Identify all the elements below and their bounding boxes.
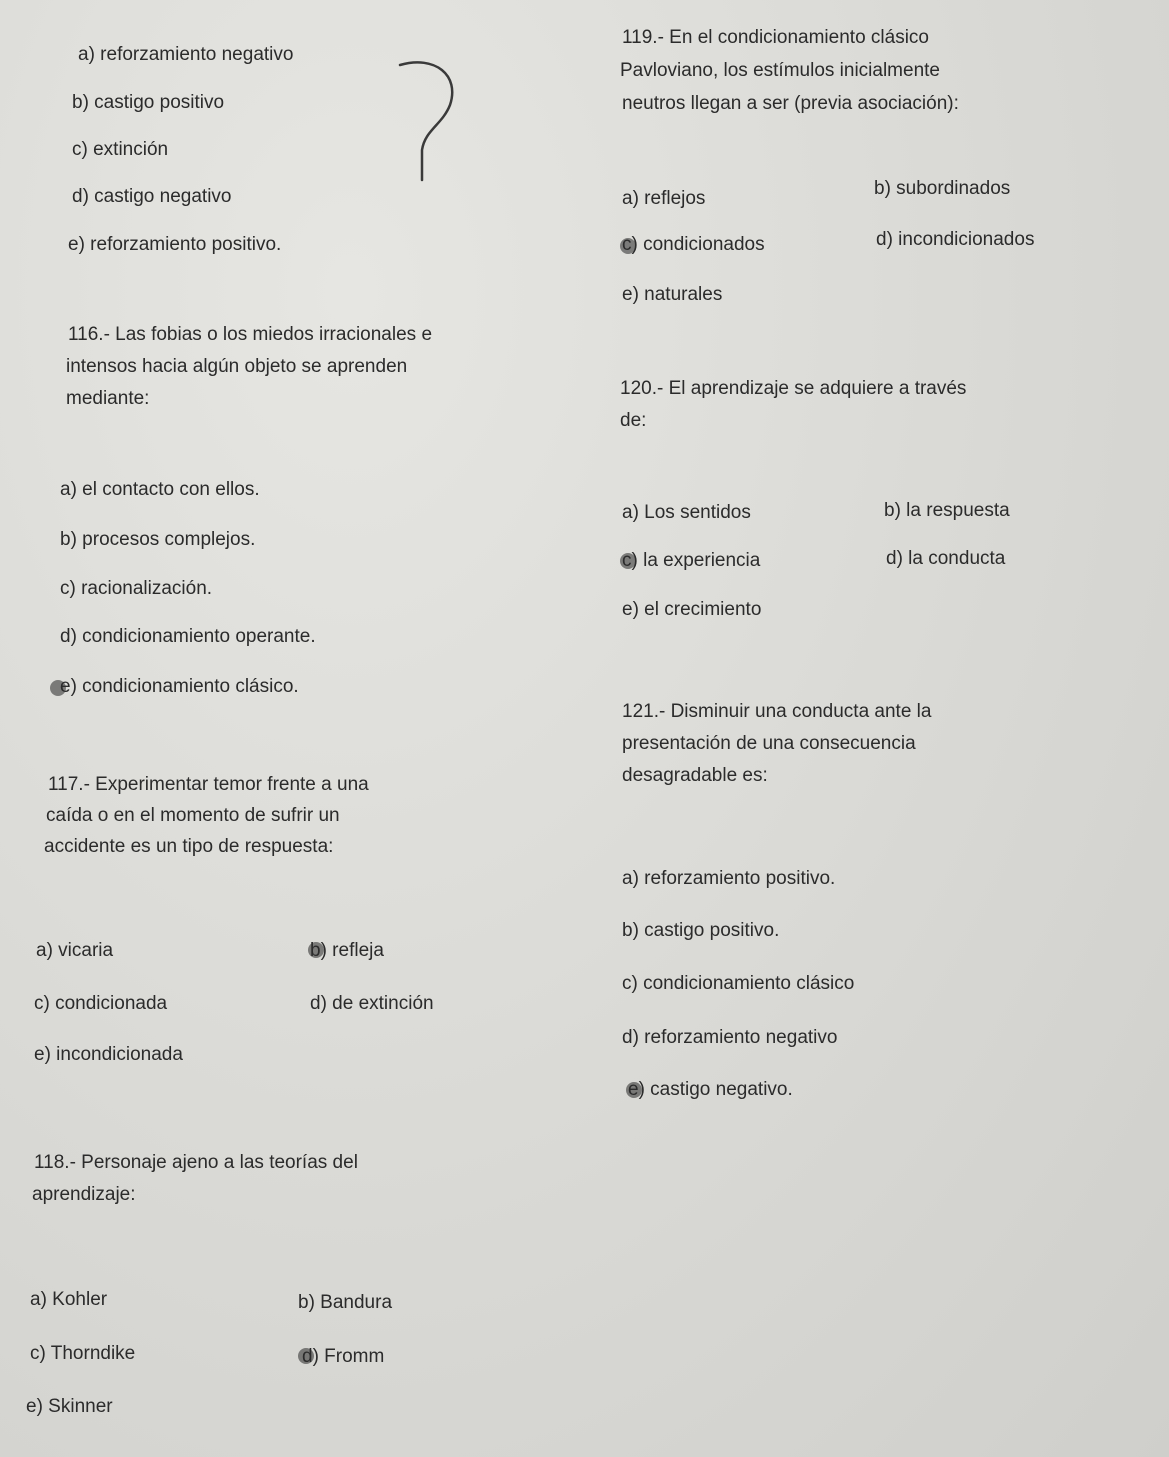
q118-option-c[interactable]: c) Thorndike: [30, 1343, 136, 1364]
q120-text-line2: de:: [620, 410, 647, 431]
q118-option-b[interactable]: b) Bandura: [298, 1292, 393, 1313]
q116-text-line3: mediante:: [66, 388, 150, 409]
q120-option-e[interactable]: e) el crecimiento: [622, 599, 762, 620]
q119-text-line1: 119.- En el condicionamiento clásico: [622, 27, 929, 48]
q115-option-d[interactable]: d) castigo negativo: [72, 186, 232, 207]
q116-text-line1: 116.- Las fobias o los miedos irracionales e: [68, 324, 433, 345]
q118-option-e[interactable]: e) Skinner: [26, 1396, 113, 1417]
q120-text-line1: 120.- El aprendizaje se adquiere a través: [620, 378, 967, 399]
q117-text-line1: 117.- Experimentar temor frente a una: [48, 774, 369, 795]
q115-option-e[interactable]: e) reforzamiento positivo.: [68, 234, 282, 255]
q121-option-c[interactable]: c) condicionamiento clásico: [622, 973, 855, 994]
q117-option-b[interactable]: b) refleja: [310, 940, 384, 961]
q115-option-a[interactable]: a) reforzamiento negativo: [78, 44, 294, 65]
q121-option-e[interactable]: e) castigo negativo.: [628, 1079, 793, 1100]
q120-option-a[interactable]: a) Los sentidos: [622, 502, 751, 523]
q119-option-a[interactable]: a) reflejos: [622, 188, 706, 209]
q120-option-d[interactable]: d) la conducta: [886, 548, 1006, 569]
q118-option-a[interactable]: a) Kohler: [30, 1289, 108, 1310]
q117-text-line2: caída o en el momento de sufrir un: [46, 805, 340, 826]
q120-option-c[interactable]: c) la experiencia: [622, 550, 761, 571]
q119-option-e[interactable]: e) naturales: [622, 284, 723, 305]
q117-option-c[interactable]: c) condicionada: [34, 993, 168, 1014]
q116-text-line2: intensos hacia algún objeto se aprenden: [66, 356, 408, 377]
q121-text-line1: 121.- Disminuir una conducta ante la: [622, 701, 932, 722]
q119-option-d[interactable]: d) incondicionados: [876, 229, 1035, 250]
q121-text-line3: desagradable es:: [622, 765, 768, 786]
q118-text-line1: 118.- Personaje ajeno a las teorías del: [34, 1152, 358, 1173]
q115-option-c[interactable]: c) extinción: [72, 139, 169, 160]
q117-option-e[interactable]: e) incondicionada: [34, 1044, 183, 1065]
handwritten-question-mark: [380, 55, 470, 195]
q119-option-c[interactable]: c) condicionados: [622, 234, 765, 255]
q116-option-d[interactable]: d) condicionamiento operante.: [60, 626, 316, 647]
q117-option-d[interactable]: d) de extinción: [310, 993, 434, 1014]
q119-text-line2: Pavloviano, los estímulos inicialmente: [620, 60, 940, 81]
q121-option-a[interactable]: a) reforzamiento positivo.: [622, 868, 836, 889]
q116-option-c[interactable]: c) racionalización.: [60, 578, 213, 599]
q119-text-line3: neutros llegan a ser (previa asociación):: [622, 93, 959, 114]
q121-option-b[interactable]: b) castigo positivo.: [622, 920, 780, 941]
q121-text-line2: presentación de una consecuencia: [622, 733, 916, 754]
q116-option-e[interactable]: e) condicionamiento clásico.: [60, 676, 299, 697]
q117-text-line3: accidente es un tipo de respuesta:: [44, 836, 334, 857]
q116-option-a[interactable]: a) el contacto con ellos.: [60, 479, 260, 500]
q118-text-line2: aprendizaje:: [32, 1184, 136, 1205]
q119-option-b[interactable]: b) subordinados: [874, 178, 1011, 199]
q118-option-d[interactable]: d) Fromm: [302, 1346, 385, 1367]
q120-option-b[interactable]: b) la respuesta: [884, 500, 1010, 521]
q115-option-b[interactable]: b) castigo positivo: [72, 92, 225, 113]
q116-option-b[interactable]: b) procesos complejos.: [60, 529, 256, 550]
q121-option-d[interactable]: d) reforzamiento negativo: [622, 1027, 838, 1048]
q117-option-a[interactable]: a) vicaria: [36, 940, 114, 961]
